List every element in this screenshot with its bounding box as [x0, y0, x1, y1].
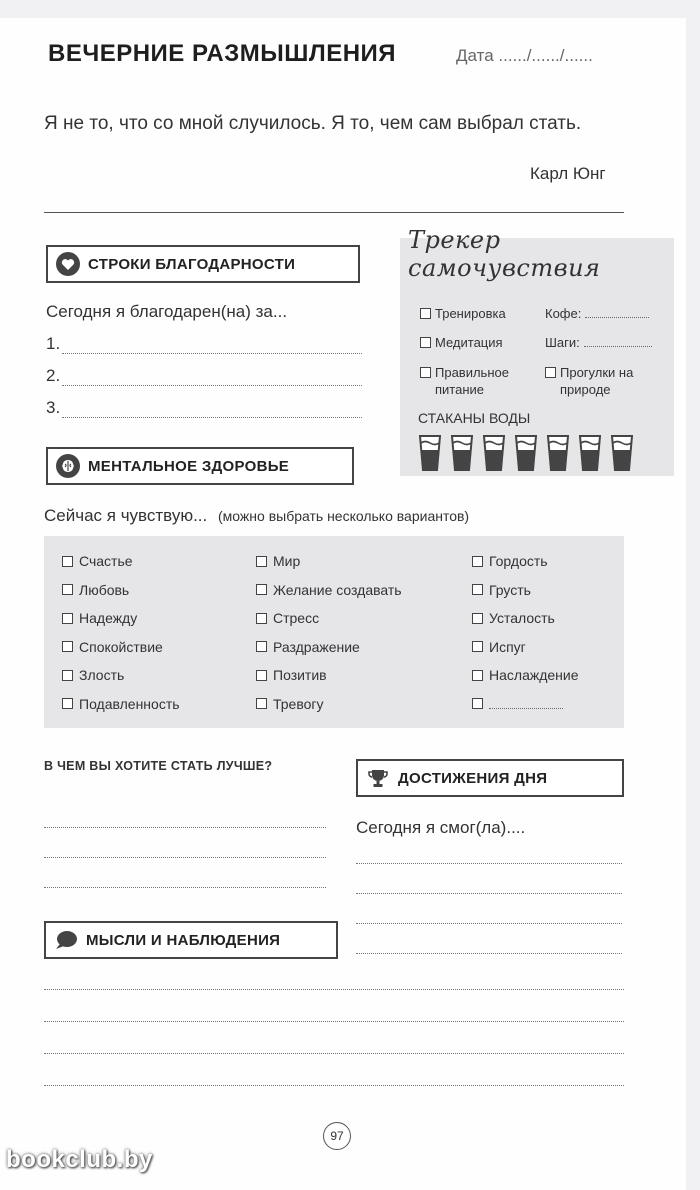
- water-glass-icon[interactable]: [418, 434, 442, 472]
- feeling-label: Грусть: [489, 581, 531, 598]
- achievements-header: [356, 759, 624, 797]
- feeling-label: Усталость: [489, 610, 555, 626]
- feeling-option[interactable]: [256, 638, 402, 656]
- thoughts-line[interactable]: [44, 1020, 624, 1022]
- feeling-label: Подавленность: [79, 695, 180, 712]
- trophy-icon: [366, 766, 390, 790]
- feeling-option[interactable]: [256, 666, 402, 684]
- checkbox[interactable]: [62, 698, 73, 709]
- feeling-label: Позитив: [273, 667, 327, 683]
- gratitude-header: [46, 245, 360, 283]
- checkbox[interactable]: [62, 613, 73, 624]
- gratitude-title: СТРОКИ БЛАГОДАРНОСТИ: [88, 255, 296, 273]
- achievements-title: ДОСТИЖЕНИЯ ДНЯ: [398, 769, 548, 787]
- feeling-option[interactable]: [256, 552, 402, 570]
- tracker-coffee[interactable]: Кофе:: [545, 305, 649, 322]
- feeling-label: Стресс: [273, 610, 320, 626]
- thoughts-title: МЫСЛИ И НАБЛЮДЕНИЯ: [86, 931, 281, 949]
- gratitude-line-3[interactable]: 3.: [46, 396, 362, 418]
- divider: [44, 212, 624, 213]
- mental-health-header: [46, 447, 354, 485]
- achievement-line[interactable]: [356, 922, 622, 924]
- quote-author: Карл Юнг: [530, 164, 606, 183]
- gratitude-prompt: Сегодня я благодарен(на) за...: [46, 302, 288, 321]
- water-glasses: [418, 434, 634, 472]
- watermark: bookclub.by: [6, 1146, 153, 1173]
- page-title: ВЕЧЕРНИЕ РАЗМЫШЛЕНИЯ: [48, 40, 397, 67]
- improve-line[interactable]: [44, 856, 326, 858]
- water-glass-icon[interactable]: [514, 434, 538, 472]
- checkbox[interactable]: [62, 556, 73, 567]
- feeling-label: Надежду: [79, 610, 138, 626]
- checkbox[interactable]: [256, 584, 267, 595]
- thoughts-line[interactable]: [44, 1052, 624, 1054]
- checkbox[interactable]: [472, 641, 483, 652]
- feeling-label: Злость: [79, 667, 125, 683]
- feeling-option[interactable]: [62, 638, 180, 656]
- improve-line[interactable]: [44, 826, 326, 828]
- feeling-label: Мир: [273, 553, 301, 569]
- feeling-option[interactable]: [256, 695, 402, 713]
- feeling-option[interactable]: [472, 638, 579, 656]
- feeling-label: Раздражение: [273, 638, 360, 655]
- feeling-label: Желание создавать: [273, 581, 402, 598]
- tracker-item-training[interactable]: Тренировка: [420, 305, 506, 322]
- feelings-prompt: Сейчас я чувствую... (можно выбрать несколько вариантов): [44, 506, 470, 525]
- feelings-column-1: [62, 552, 180, 713]
- checkbox[interactable]: [420, 308, 431, 319]
- checkbox[interactable]: [256, 556, 267, 567]
- feelings-column-3: [472, 552, 579, 713]
- feeling-option[interactable]: [62, 695, 180, 713]
- tracker-item-nature-walks[interactable]: Прогулки на природе: [545, 364, 665, 398]
- achievement-line[interactable]: [356, 952, 622, 954]
- gratitude-line-2[interactable]: 2.: [46, 364, 362, 386]
- checkbox[interactable]: [472, 698, 483, 709]
- mental-health-title: МЕНТАЛЬНОЕ ЗДОРОВЬЕ: [88, 457, 290, 475]
- quote-text: Я не то, что со мной случилось. Я то, чем сам выбрал стать.: [44, 113, 582, 134]
- tracker-title: Трекер самочувствия: [408, 226, 601, 282]
- improve-title: В ЧЕМ ВЫ ХОТИТЕ СТАТЬ ЛУЧШЕ?: [44, 759, 273, 773]
- feelings-column-2: [256, 552, 402, 713]
- heart-icon: [56, 252, 80, 276]
- page-number: 97: [323, 1122, 351, 1150]
- speech-bubble-icon: [54, 928, 78, 952]
- feeling-option[interactable]: [62, 609, 180, 627]
- tracker-steps[interactable]: Шаги:: [545, 334, 652, 351]
- water-glass-icon[interactable]: [578, 434, 602, 472]
- checkbox[interactable]: [472, 613, 483, 624]
- brain-icon: [56, 454, 80, 478]
- thoughts-header: [44, 921, 338, 959]
- improve-line[interactable]: [44, 886, 326, 888]
- checkbox[interactable]: [256, 670, 267, 681]
- feeling-option[interactable]: [62, 581, 180, 599]
- achievement-line[interactable]: [356, 892, 622, 894]
- custom-feeling-blank[interactable]: [489, 698, 563, 709]
- checkbox[interactable]: [256, 641, 267, 652]
- checkbox[interactable]: [420, 367, 431, 378]
- checkbox[interactable]: [472, 584, 483, 595]
- feeling-label: Гордость: [489, 553, 548, 569]
- feeling-option[interactable]: [472, 666, 579, 684]
- checkbox[interactable]: [472, 556, 483, 567]
- feeling-option[interactable]: [472, 552, 579, 570]
- checkbox[interactable]: [62, 670, 73, 681]
- feeling-label: Любовь: [79, 581, 130, 598]
- feeling-option[interactable]: [472, 695, 579, 713]
- achievement-line[interactable]: [356, 862, 622, 864]
- thoughts-line[interactable]: [44, 1084, 624, 1086]
- feeling-label: Спокойствие: [79, 638, 163, 655]
- feeling-label: Наслаждение: [489, 667, 579, 683]
- feeling-label: Счастье: [79, 553, 133, 569]
- tracker-item-nutrition[interactable]: Правильное питание: [420, 364, 536, 398]
- water-glass-icon[interactable]: [450, 434, 474, 472]
- feeling-option[interactable]: [62, 552, 180, 570]
- feelings-hint: (можно выбрать несколько вариантов): [218, 508, 470, 524]
- feeling-option[interactable]: [62, 666, 180, 684]
- checkbox[interactable]: [62, 641, 73, 652]
- tracker-item-meditation[interactable]: Медитация: [420, 334, 503, 351]
- water-glass-icon[interactable]: [610, 434, 634, 472]
- water-glass-icon[interactable]: [546, 434, 570, 472]
- date-field[interactable]: Дата ....../....../......: [456, 46, 593, 65]
- checkbox[interactable]: [472, 670, 483, 681]
- checkbox[interactable]: [420, 337, 431, 348]
- achievements-prompt: Сегодня я смог(ла)....: [356, 818, 526, 837]
- checkbox[interactable]: [256, 613, 267, 624]
- checkbox[interactable]: [545, 367, 556, 378]
- water-label: СТАКАНЫ ВОДЫ: [418, 410, 531, 426]
- checkbox[interactable]: [62, 584, 73, 595]
- checkbox[interactable]: [256, 698, 267, 709]
- feeling-option[interactable]: [472, 609, 579, 627]
- feeling-option[interactable]: [472, 581, 579, 599]
- thoughts-line[interactable]: [44, 988, 624, 990]
- water-glass-icon[interactable]: [482, 434, 506, 472]
- feeling-option[interactable]: [256, 581, 402, 599]
- feeling-label: Тревогу: [273, 695, 324, 712]
- feeling-option[interactable]: [256, 609, 402, 627]
- feeling-label: Испуг: [489, 638, 526, 655]
- gratitude-line-1[interactable]: 1.: [46, 332, 362, 354]
